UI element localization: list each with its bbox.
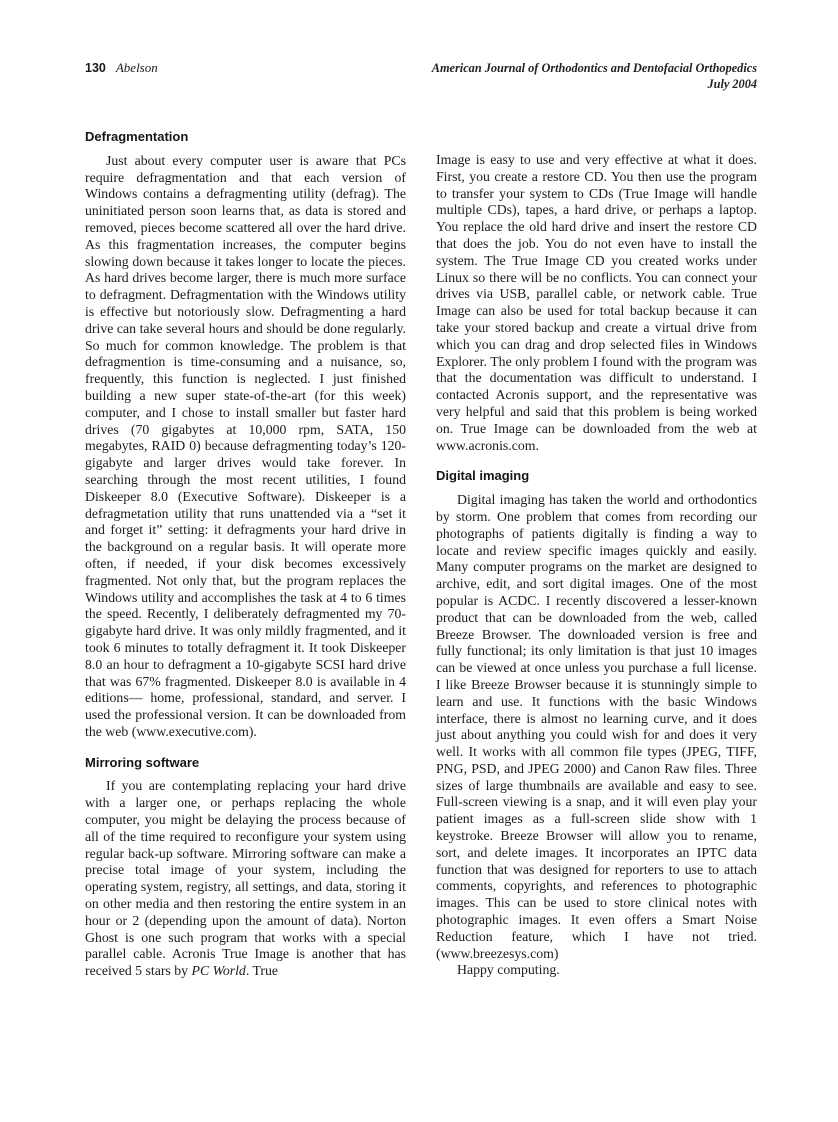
- running-head-right: [432, 60, 757, 92]
- paragraph-mirroring-software: If you are contemplating replacing your hard drive with a larger one, or perhaps replacing the whole computer, you might be delaying the process because of all of the time required to reconfigure your system using regular back-up software. Mirroring software can make a precise total image of your system, including the operating system, registry, all settings, and data, storing it on other media and then restoring the entire system in an hour or 2 (depending upon the amount of data). Norton Ghost is one such program that works with a special parallel cable. Acronis True Image is another that has received 5 stars by PC World. True: [85, 778, 406, 979]
- right-column: [436, 126, 757, 980]
- article-body: [85, 126, 757, 980]
- paragraph-true-image-continuation: Image is easy to use and very effective at what it does. First, you create a restore CD. You then use the program to transfer your system to CDs (True Image will handle multiple CDs), tapes, a hard drive, or perhaps a laptop. You replace the old hard drive and insert the restore CD that does the job. You do not even have to install the system. The True Image CD you created works under Linux so there will be no conflicts. You can connect your drives via USB, parallel cable, or network cable. True Image can also be used for total backup because it can take your stored backup and create a virtual drive from which you can drag and drop selected files in Windows Explorer. The only problem I found with the program was that the documentation was difficult to understand. I contacted Acronis support, and the representative was very helpful and said that this problem is being worked on. True Image can be downloaded from the web at www.acronis.com.: [436, 152, 757, 453]
- page-number: 130: [85, 61, 106, 75]
- section-heading-digital-imaging: Digital imaging: [436, 468, 530, 484]
- paragraph-defragmentation: Just about every computer user is aware that PCs require defragmentation and that each version of Windows contains a defragmenting utility (defrag). The uninitiated person soon learns that, as data is stored and removed, pieces become scattered all over the hard drive. As this fragmentation increases, the computer begins slowing down because it takes longer to locate the pieces. As hard drives become larger, there is much more surface to defragment. Defragmentation with the Windows utility is effective but notoriously slow. Defragmenting a hard drive can take several hours and should be done regularly. So much for common knowledge. The problem is that defragmention is time-consuming and a nuisance, so, frequently, this function is neglected. I just finished building a new super state-of-the-art (for this week) computer, and I chose to install smaller but faster hard drives (70 gigabytes at 10,000 rpm, SATA, 150 megabytes, RAID 0) because defragmenting today’s 120-gigabyte and larger drives would take forever. In searching through the most recent utilities, I found Diskeeper 8.0 (Executive Software). Diskeeper is a defragmetation utility that runs unattended via a “set it and forget it” setting: it defragments your hard drive in the background on a regular basis. It will operate more often, if needed, if your disk becomes excessively fragmented. Not only that, but the program replaces the Windows utility and accomplishes the task at 4 to 6 times the speed. Recently, I deliberately defragmented my 70-gigabyte hard drive. It was only mildly fragmented, and it took 6 minutes to totally defragment it. It took Diskeeper 8.0 an hour to defragment a 10-gigabyte SCSI hard drive that was 67% fragmented. Diskeeper 8.0 is available in 4 editions— home, professional, standard, and server. I used the professional version. It can be downloaded from the web (www.executive.com).: [85, 152, 406, 739]
- author-name: Abelson: [115, 60, 158, 75]
- section-heading-defragmentation: Defragmentation: [85, 129, 189, 144]
- running-head: [85, 60, 757, 92]
- journal-title: American Journal of Orthodontics and Dentofacial Orthopedics: [431, 61, 757, 75]
- paragraph-happy-computing: Happy computing.: [457, 962, 560, 978]
- left-column: [85, 126, 406, 980]
- running-head-left: [85, 60, 158, 76]
- issue-date: July 2004: [707, 77, 757, 91]
- section-heading-mirroring-software: Mirroring software: [85, 754, 200, 770]
- paragraph-digital-imaging: Digital imaging has taken the world and orthodontics by storm. One problem that comes from recording our photographs of patients digitally is finding a way to locate and review specific images quickly and easily. Many computer programs on the market are designed to archive, edit, and sort digital images. One of the most popular is ACDC. I recently discovered a lesser-known product that can be downloaded from the web, called Breeze Browser. The downloaded version is free and fully functional; its only limitation is that just 10 images can be viewed at once unless you purchase a full license. I like Breeze Browser because it is stunningly simple to learn and use. It functions with the basic Windows interface, there is almost no learning curve, and it does just about anything you could wish for and does it very well. It works with all common file types (JPEG, TIFF, PNG, PSD, and JPEG 2000) and Canon Raw files. Three sizes of large thumbnails are available and easy to see. Full-screen viewing is a snap, and it will even play your patient images as a full-screen slide show with 1 keystroke. Breeze Browser will allow you to rename, sort, and delete images. It incorporates an IPTC data function that was designed for reporters to use to attach comments, copyrights, and references to photographic images. This can be used to store clinical notes with photographic images. It even offers a Smart Noise Reduction feature, which I have not tried. (www.breezesys.com): [436, 492, 757, 961]
